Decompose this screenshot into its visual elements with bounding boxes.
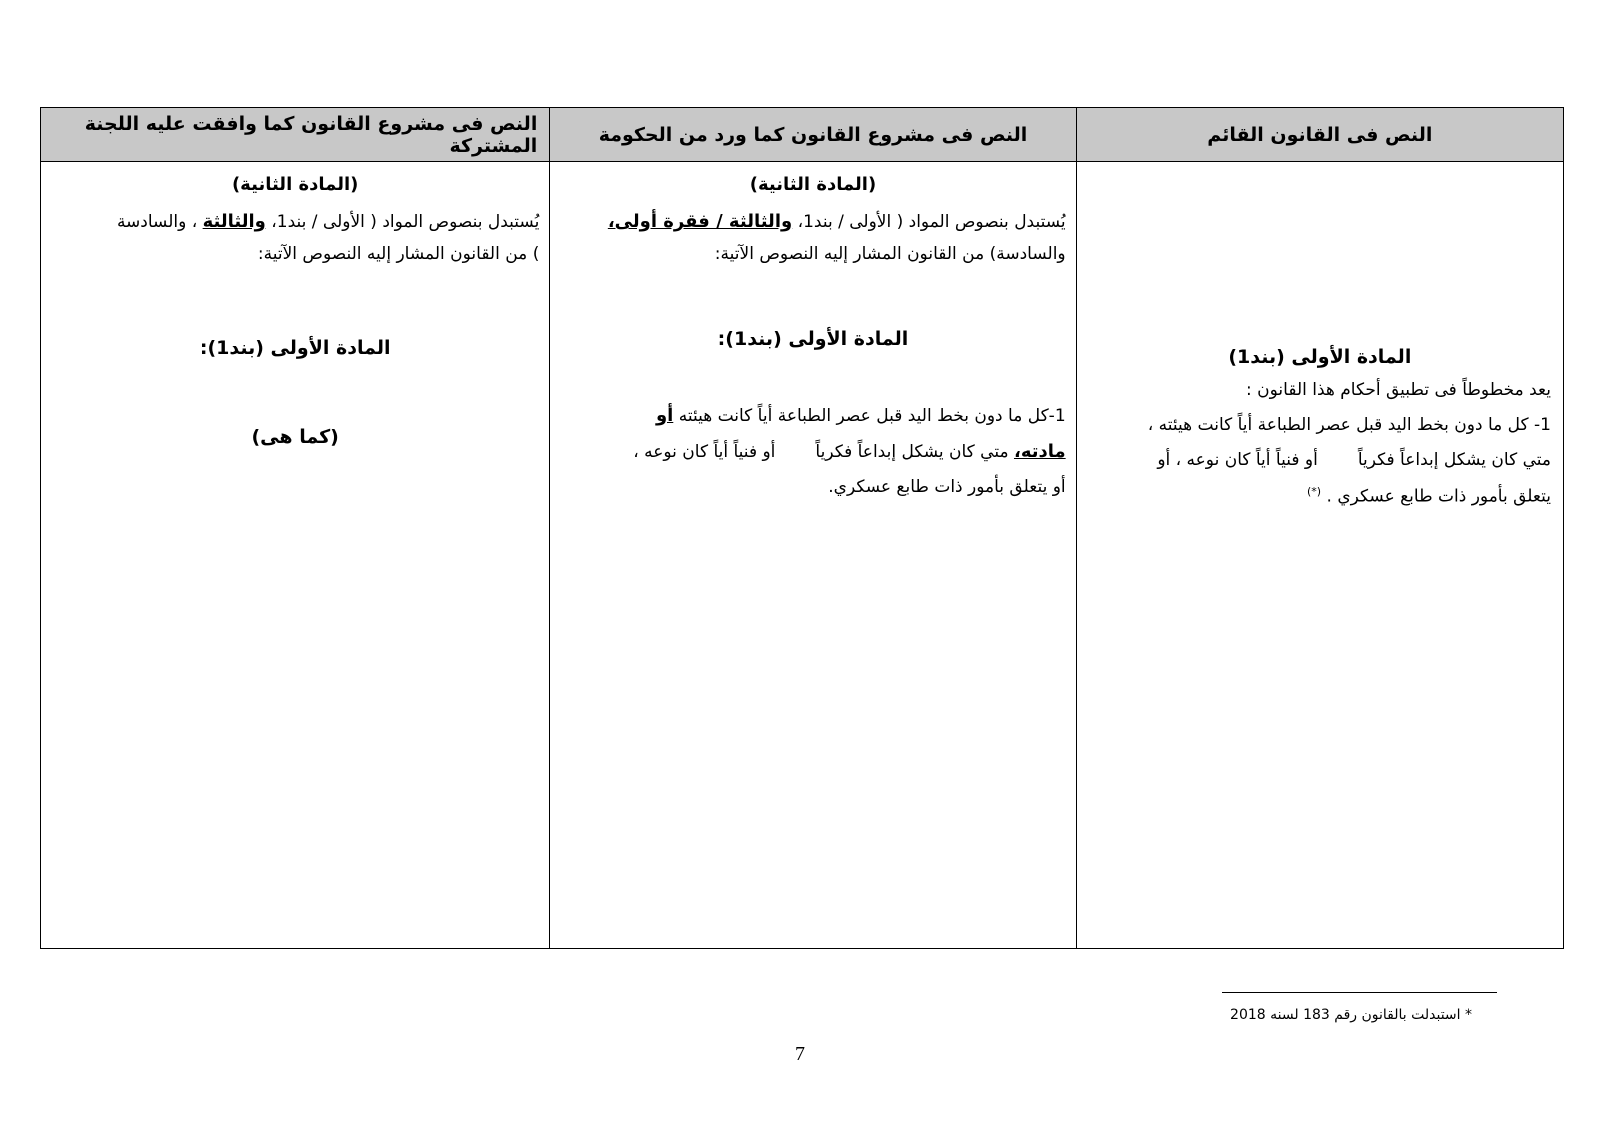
existing-law-line-3-text: يتعلق بأمور ذات طابع عسكري . <box>1326 486 1551 507</box>
government-draft-line-3: أو يتعلق بأمور ذات طابع عسكري. <box>828 477 1066 497</box>
government-draft-line-2b: أو فنياً أياً كان نوعه ، <box>633 442 776 462</box>
government-draft-line-2-bold: مادته، <box>1013 441 1066 462</box>
footnote-text: * استبدلت بالقانون رقم 183 لسنه 2018 <box>1230 1007 1472 1023</box>
committee-draft-para-text: يُستبدل بنصوص المواد ( الأولى / بند1، <box>265 212 540 232</box>
existing-law-column <box>1076 108 1563 948</box>
existing-law-line-1: 1- كل ما دون بخط اليد قبل عصر الطباعة أياً كانت هيئته ، <box>1147 415 1551 435</box>
existing-law-line-2b: أو فنياً أياً كان نوعه ، أو <box>1157 450 1318 470</box>
government-draft-article-title: المادة الأولى (بند1): <box>717 328 909 350</box>
government-draft-header: النص فى مشروع القانون كما ورد من الحكومة <box>550 108 1075 162</box>
existing-law-line-3 <box>1307 485 1551 507</box>
footnote-separator <box>1222 992 1497 993</box>
government-draft-line-2 <box>633 441 1065 462</box>
government-draft-line-1 <box>656 405 1066 426</box>
page-number: 7 <box>795 1043 805 1065</box>
committee-draft-para-bold: والثالثة <box>202 211 266 232</box>
government-draft-line-2a: متي كان يشكل إبداعاً فكرياً <box>815 442 1014 462</box>
committee-draft-article-title: المادة الأولى (بند1): <box>199 337 391 359</box>
existing-law-line-2a: متي كان يشكل إبداعاً فكرياً <box>1357 450 1551 470</box>
government-draft-section-title: (المادة الثانية) <box>749 174 877 195</box>
government-draft-paragraph-line-2: والسادسة) من القانون المشار إليه النصوص الآتية: <box>714 244 1066 264</box>
government-draft-line-1-bold: أو <box>655 405 674 426</box>
government-draft-para-text: يُستبدل بنصوص المواد ( الأولى / بند1، <box>792 212 1066 232</box>
committee-draft-paragraph-line-2: ) من القانون المشار إليه النصوص الآتية: <box>257 244 540 264</box>
government-draft-column <box>549 108 1075 948</box>
committee-draft-paragraph-line-1 <box>117 211 539 232</box>
committee-draft-para-text-2: ، والسادسة <box>116 212 203 232</box>
government-draft-paragraph-line-1 <box>608 211 1066 232</box>
existing-law-intro: يعد مخطوطاً فى تطبيق أحكام هذا القانون : <box>1246 380 1551 400</box>
government-draft-para-bold: والثالثة / فقرة أولى، <box>607 211 793 232</box>
existing-law-article-title: المادة الأولى (بند1) <box>1228 346 1412 368</box>
committee-draft-header: النص فى مشروع القانون كما وافقت عليه اللجنة المشتركة <box>41 108 549 162</box>
comparison-table <box>40 107 1564 949</box>
existing-law-header: النص فى القانون القائم <box>1077 108 1563 162</box>
government-draft-line-1-text: 1-كل ما دون بخط اليد قبل عصر الطباعة أياً كانت هيئته <box>673 406 1066 426</box>
existing-law-line-2 <box>1157 450 1551 470</box>
footnote-reference-mark: (*) <box>1307 485 1322 498</box>
committee-draft-as-is: (كما هى) <box>251 426 339 448</box>
committee-draft-column <box>41 108 549 948</box>
committee-draft-section-title: (المادة الثانية) <box>231 174 359 195</box>
